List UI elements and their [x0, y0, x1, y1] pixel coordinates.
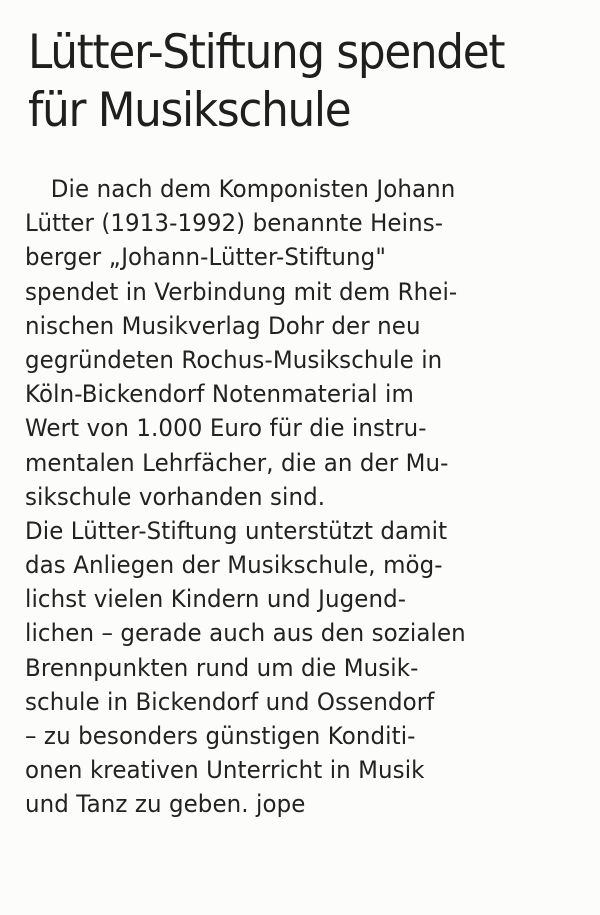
body-line: Brennpunkten rund um die Musik- — [25, 653, 419, 682]
body-line: lichen – gerade auch aus den sozialen — [25, 619, 466, 648]
body-line: spendet in Verbindung mit dem Rhei- — [25, 277, 458, 306]
body-line: schule in Bickendorf und Ossendorf — [25, 687, 435, 716]
headline-line-1: Lütter-Stiftung spendet — [28, 25, 505, 80]
body-line: onen kreativen Unterricht in Musik — [25, 756, 425, 785]
body-line: und Tanz zu geben. jope — [25, 790, 306, 819]
body-line: lichst vielen Kindern und Jugend- — [25, 585, 407, 614]
body-line: berger „Johann-Lütter-Stiftung" — [25, 243, 386, 272]
body-line: gegründeten Rochus-Musikschule in — [25, 345, 443, 374]
body-line: Köln-Bickendorf Notenmaterial im — [25, 380, 414, 409]
body-line: mentalen Lehrfächer, die an der Mu- — [25, 448, 449, 477]
body-line: nischen Musikverlag Dohr der neu — [25, 311, 421, 340]
body-line: Lütter (1913-1992) benannte Heins- — [25, 209, 444, 238]
body-line: – zu besonders günstigen Konditi- — [25, 722, 416, 750]
body-line: Die nach dem Komponisten Johann — [50, 175, 456, 203]
body-line: Wert von 1.000 Euro für die instru- — [25, 414, 427, 443]
headline-line-2: für Musikschule — [28, 83, 351, 138]
article-body — [25, 172, 585, 822]
body-line: das Anliegen der Musikschule, mög- — [25, 551, 443, 580]
body-line: sikschule vorhanden sind. — [25, 482, 326, 511]
article-headline — [28, 24, 540, 140]
body-line: Die Lütter-Stiftung unterstützt damit — [25, 516, 448, 545]
